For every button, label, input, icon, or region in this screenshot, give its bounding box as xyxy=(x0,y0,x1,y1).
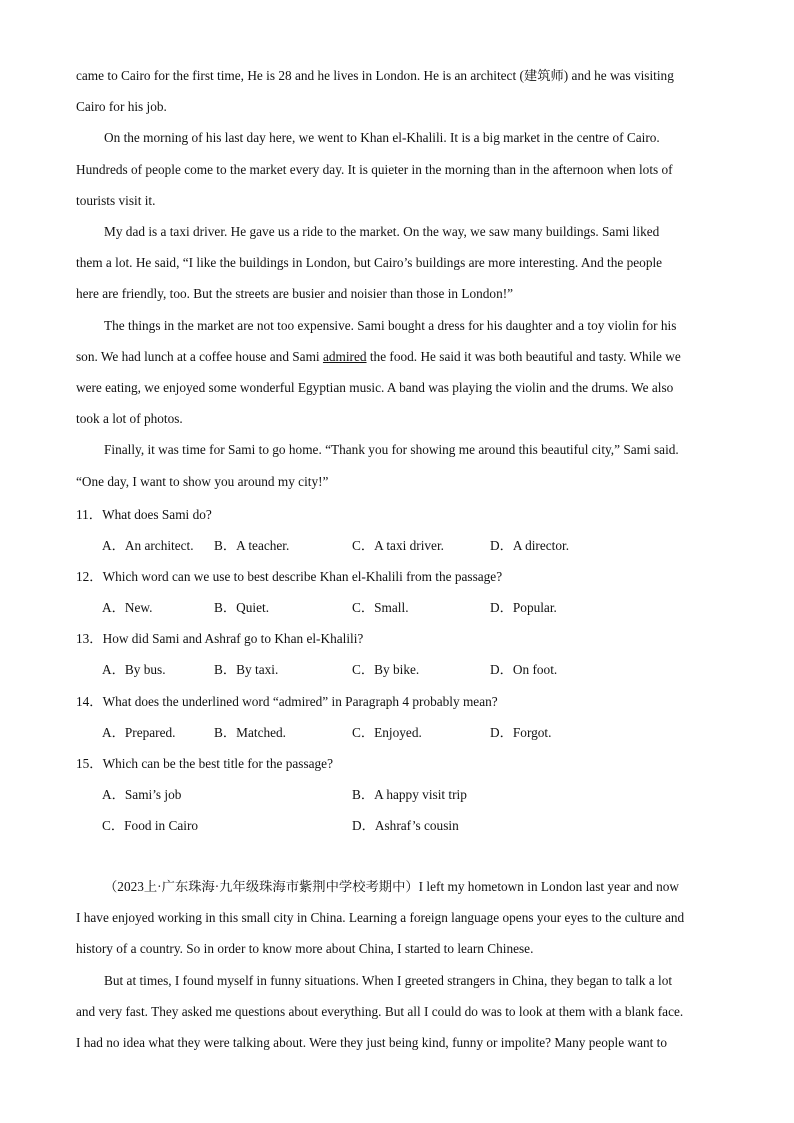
option-c: C．Enjoyed. xyxy=(352,725,422,740)
passage-line: history of a country. So in order to know more about China, I started to learn Chinese. xyxy=(76,941,534,957)
option-d: D．Forgot. xyxy=(490,725,552,740)
passage-line xyxy=(76,341,718,372)
option-a: A．New. xyxy=(102,600,153,615)
option-c: C．A taxi driver. xyxy=(352,538,444,553)
passage-line: came to Cairo for the first time, He is 28 and he lives in London. He is an architect (建筑师) and he was visiting xyxy=(76,68,674,83)
question-stem: 13．How did Sami and Ashraf go to Khan el-Khalili? xyxy=(76,631,364,646)
question-stem: 14．What does the underlined word “admired” in Paragraph 4 probably mean? xyxy=(76,694,498,709)
passage-line: （2023上·广东珠海·九年级珠海市紫荆中学校考期中）I left my hometown in London last year and now xyxy=(104,879,680,894)
passage-line: “One day, I want to show you around my city!” xyxy=(76,473,329,489)
option-b: B．Matched. xyxy=(214,725,287,740)
option-a: A．Sami’s job xyxy=(102,787,182,802)
passage-line: tourists visit it. xyxy=(76,192,156,208)
option-c: C．Food in Cairo xyxy=(102,818,199,833)
passage-line: them a lot. He said, “I like the buildings in London, but Cairo’s buildings are more interesting. And the people xyxy=(76,255,663,271)
passage-line: were eating, we enjoyed some wonderful Egyptian music. A band was playing the violin and the drums. We also xyxy=(76,380,674,396)
option-c: C．By bike. xyxy=(352,662,420,677)
option-a: A．Prepared. xyxy=(102,725,176,740)
passage-line: and very fast. They asked me questions about everything. But all I could do was to look at them with a blank face. xyxy=(76,1003,684,1019)
question-stem: 11．What does Sami do? xyxy=(76,507,212,522)
option-b: B．A teacher. xyxy=(214,538,290,553)
option-c: C．Small. xyxy=(352,600,409,615)
option-a: A．By bus. xyxy=(102,662,166,677)
passage-line: I had no idea what they were talking about. Were they just being kind, funny or impolite? Many people want to xyxy=(76,1035,667,1051)
option-d: D．On foot. xyxy=(490,662,558,677)
passage-line: I have enjoyed working in this small city in China. Learning a foreign language opens your eyes to the culture and xyxy=(76,910,685,926)
text-segment: the food. He said it was both beautiful and tasty. While we xyxy=(366,348,681,364)
passage-line: here are friendly, too. But the streets are busier and noisier than those in London!” xyxy=(76,286,514,302)
passage-line: Finally, it was time for Sami to go home. “Thank you for showing me around this beautiful city,” Sami said. xyxy=(104,442,679,458)
passage-line: Cairo for his job. xyxy=(76,99,167,115)
option-d: D．Popular. xyxy=(490,600,557,615)
text-segment: son. We had lunch at a coffee house and Sami xyxy=(76,348,320,364)
option-b: B．A happy visit trip xyxy=(352,787,467,802)
option-a: A．An architect. xyxy=(102,538,194,553)
option-b: B．Quiet. xyxy=(214,600,270,615)
option-b: B．By taxi. xyxy=(214,662,279,677)
passage-line: But at times, I found myself in funny situations. When I greeted strangers in China, they began to talk a lot xyxy=(104,972,673,988)
passage-line: My dad is a taxi driver. He gave us a ride to the market. On the way, we saw many buildings. Sami liked xyxy=(104,224,660,240)
option-d: D．A director. xyxy=(490,538,570,553)
passage-line: Hundreds of people come to the market every day. It is quieter in the morning than in the afternoon when lots of xyxy=(76,161,673,177)
question-stem: 15．Which can be the best title for the passage? xyxy=(76,756,333,771)
passage-line: took a lot of photos. xyxy=(76,411,183,427)
passage-line: On the morning of his last day here, we went to Khan el-Khalili. It is a big market in the centre of Cairo. xyxy=(104,130,660,146)
question-stem: 12．Which word can we use to best describe Khan el-Khalili from the passage? xyxy=(76,569,503,584)
passage-2 xyxy=(76,871,718,1058)
option-d: D．Ashraf’s cousin xyxy=(352,818,459,833)
passage-line: The things in the market are not too expensive. Sami bought a dress for his daughter and a toy violin for his xyxy=(104,317,677,333)
passage-1 xyxy=(76,60,718,497)
underlined-word: admired xyxy=(322,348,367,364)
